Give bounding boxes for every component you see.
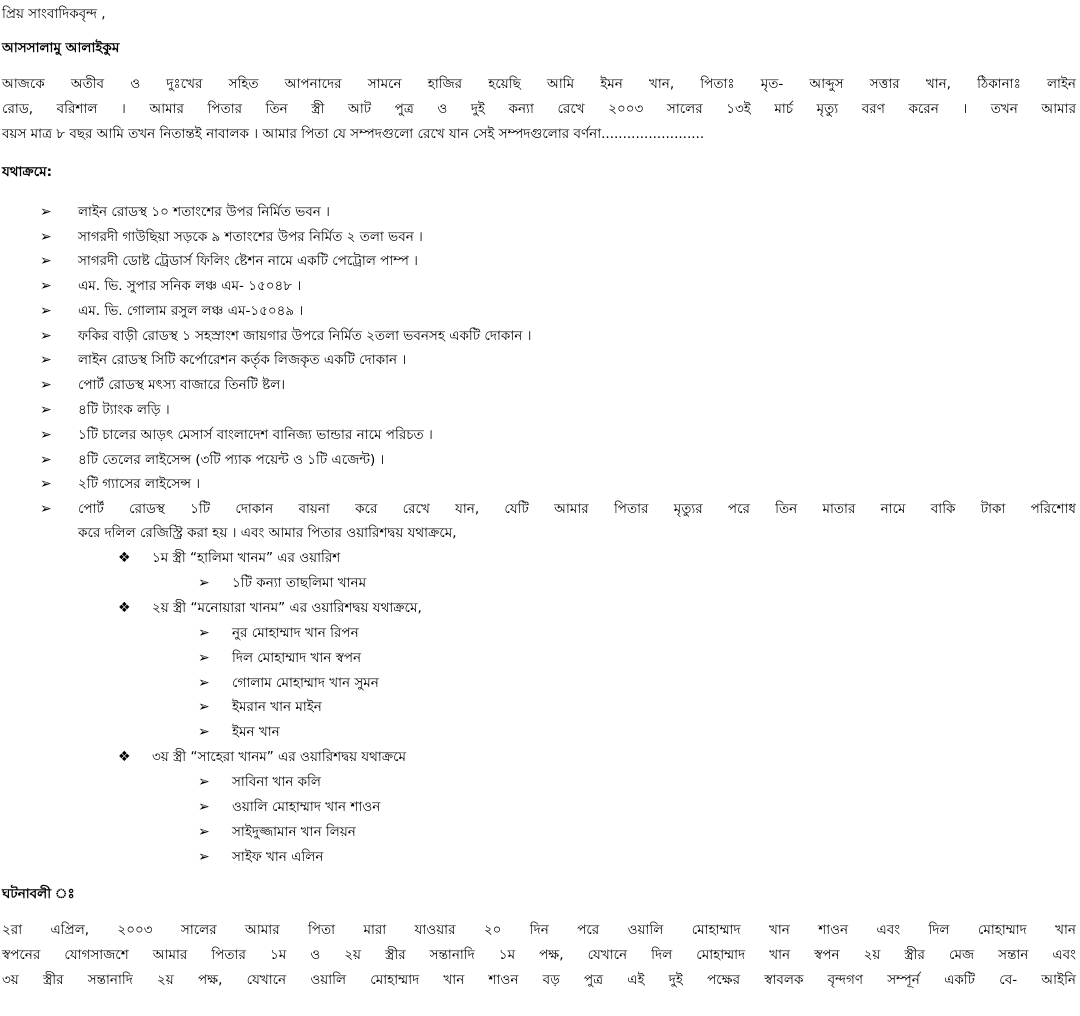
events-line: ২রা এপ্রিল, ২০০৩ সালের আমার পিতা মারা যাওয়ার ২০ দিন পরে ওয়ালি মোহাম্মাদ খান শাওন এবং দিল মোহাম্মাদ খান [2,922,1076,938]
heir-group-title: ২য় স্ত্রী “মনোয়ারা খানম” এর ওয়ারিশদ্বয় যথাক্রমে, [152,600,422,616]
events-line: ৩য় স্ত্রীর সন্তানাদি ২য় পক্ষ, যেখানে ওয়ালি মোহাম্মাদ খান শাওন বড় পুত্র এই দুই পক্ষের স্বাবলক বৃন্দগণ সম্পূর্ন একটি বে- আইনি [2,972,1076,988]
arrow-bullet-icon: ➢ [40,377,52,393]
arrow-bullet-icon: ➢ [40,402,52,418]
arrow-bullet-icon: ➢ [198,799,210,815]
heir-name: সাইফ খান এলিন [232,849,324,865]
asset-item: ৪টি ট্যাংক লড়ি । [78,402,170,418]
asset-item: লাইন রোডস্থ ১০ শতাংশের উপর নির্মিত ভবন । [78,204,330,220]
diamond-bullet-icon: ❖ [118,550,131,566]
arrow-bullet-icon: ➢ [40,452,52,468]
heir-group-title: ১ম স্ত্রী “হালিমা খানম” এর ওয়ারিশ [152,550,341,566]
asset-item-last: পোর্ট রোডস্থ ১টি দোকান বায়না করে রেখে যান, যেটি আমার পিতার মৃত্যুর পরে তিন মাতার নামে বাকি টাকা পরিশোধ [78,501,1076,517]
arrow-bullet-icon: ➢ [40,501,52,517]
arrow-bullet-icon: ➢ [40,352,52,368]
arrow-bullet-icon: ➢ [40,229,52,245]
arrow-bullet-icon: ➢ [198,575,210,591]
heir-group-title: ৩য় স্ত্রী “সাহেরা খানম” এর ওয়ারিশদ্বয় যথাক্রমে [152,749,407,765]
arrow-bullet-icon: ➢ [40,253,52,269]
heir-name: ওয়ালি মোহাম্মাদ খান শাওন [232,799,381,815]
salutation: প্রিয় সাংবাদিকবৃন্দ , [2,6,106,22]
arrow-bullet-icon: ➢ [40,204,52,220]
diamond-bullet-icon: ❖ [118,749,131,765]
asset-item: ১টি চালের আড়ৎ মেসার্স বাংলাদেশ বানিজ্য ভান্ডার নামে পরিচত । [78,427,433,443]
intro-line: আজকে অতীব ও দুঃখের সহিত আপনাদের সামনে হাজির হয়েছি আমি ইমন খান, পিতাঃ মৃত- আব্দুস সত্তার খান, ঠিকানাঃ লাইন [2,76,1076,92]
arrow-bullet-icon: ➢ [40,303,52,319]
intro-line: বয়স মাত্র ৮ বছর আমি তখন নিতান্তই নাবালক । আমার পিতা যে সম্পদগুলো রেখে যান সেই সম্পদগুলোর বর্ণনা........................ [2,126,705,142]
heir-name: দিল মোহাম্মাদ খান স্বপন [232,650,362,666]
intro-line: রোড, বরিশাল । আমার পিতার তিন স্ত্রী আট পুত্র ও দুই কন্যা রেখে ২০০৩ সালের ১৩ই মার্চ মৃত্যু বরণ করেন । তখন আমার [2,101,1076,117]
asset-item: লাইন রোডস্থ সিটি কর্পোরেশন কর্তৃক লিজকৃত একটি দোকান । [78,352,407,368]
asset-item: এম. ভি. গোলাম রসুল লঞ্চ এম-১৫০৪৯ । [78,303,304,319]
assets-heading: যথাক্রমে: [2,164,53,180]
asset-item: ৪টি তেলের লাইসেন্স (৩টি প্যাক পয়েন্ট ও ১টি এজেন্ট) । [78,452,385,468]
heir-name: ইমরান খান মাইন [232,699,322,715]
events-line: স্বপনের যোগসাজশে আমার পিতার ১ম ও ২য় স্ত্রীর সন্তানাদি ১ম পক্ষ, যেখানে দিল মোহাম্মাদ খান স্বপন ২য় স্ত্রীর মেজ সন্তান এবং [2,947,1076,963]
asset-item-last-cont: করে দলিল রেজিস্ট্রি করা হয় । এবং আমার পিতার ওয়ারিশদ্বয় যথাক্রমে, [78,525,457,541]
heir-name: সাইদুজ্জামান খান লিয়ন [232,824,356,840]
arrow-bullet-icon: ➢ [198,824,210,840]
arrow-bullet-icon: ➢ [198,849,210,865]
arrow-bullet-icon: ➢ [40,427,52,443]
asset-item: ফকির বাড়ী রোডস্থ ১ সহস্রাংশ জায়গার উপরে নির্মিত ২তলা ভবনসহ একটি দোকান । [78,328,532,344]
arrow-bullet-icon: ➢ [198,699,210,715]
arrow-bullet-icon: ➢ [40,328,52,344]
heir-name: ১টি কন্যা তাছলিমা খানম [232,575,367,591]
arrow-bullet-icon: ➢ [40,476,52,492]
asset-item: এম. ভি. সুপার সনিক লঞ্চ এম- ১৫০৪৮ । [78,278,302,294]
greeting: আসসালামু আলাইকুম [2,40,120,56]
arrow-bullet-icon: ➢ [198,675,210,691]
heir-name: নুর মোহাম্মাদ খান রিপন [232,625,359,641]
heir-name: ইমন খান [232,724,280,740]
arrow-bullet-icon: ➢ [198,650,210,666]
asset-item: পোর্ট রোডস্থ মৎস্য বাজারে তিনটি ষ্টল। [78,377,286,393]
asset-item: সাগরদী ডোষ্ট ট্রেডার্স ফিলিং ষ্টেশন নামে একটি পেট্রোল পাম্প । [78,253,419,269]
asset-item: ২টি গ্যাসের লাইসেন্স । [78,476,201,492]
arrow-bullet-icon: ➢ [198,724,210,740]
arrow-bullet-icon: ➢ [198,625,210,641]
asset-item: সাগরদী গাউছিয়া সড়কে ৯ শতাংশের উপর নির্মিত ২ তলা ভবন । [78,229,423,245]
heir-name: সাবিনা খান কলি [232,774,321,790]
arrow-bullet-icon: ➢ [40,278,52,294]
events-heading: ঘটনাবলী ঃ [2,886,75,902]
heir-name: গোলাম মোহাম্মাদ খান সুমন [232,675,379,691]
arrow-bullet-icon: ➢ [198,774,210,790]
diamond-bullet-icon: ❖ [118,600,131,616]
